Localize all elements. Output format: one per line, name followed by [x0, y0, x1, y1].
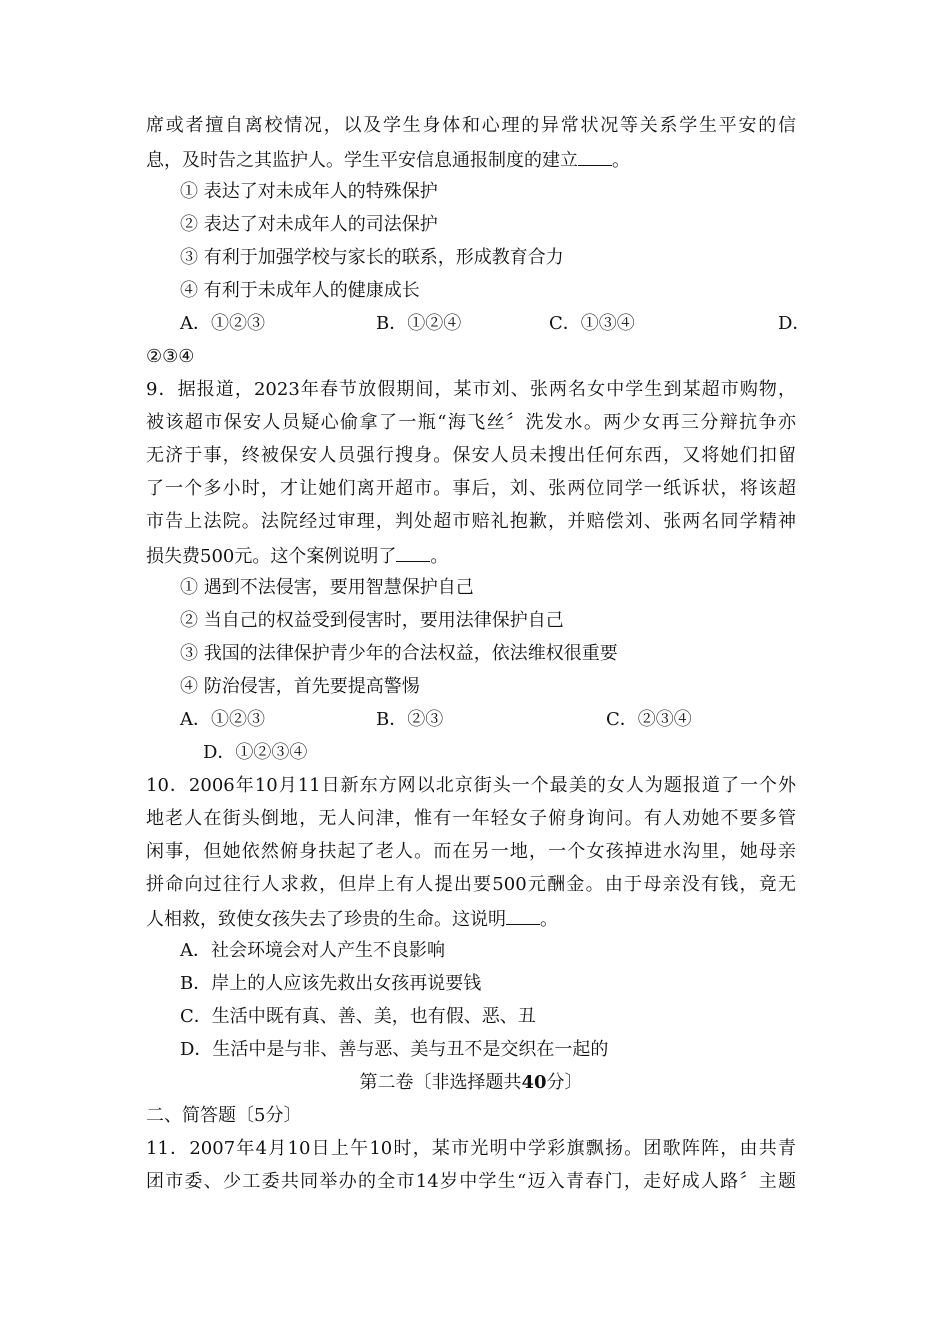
q9-option-a: A．①②③ [180, 709, 265, 730]
q9-line-3: 无济于事，终被保安人员强行搜身。保安人员未搜出任何东西，又将她们扣留 [146, 445, 796, 466]
q10-line-5-text: 人相救，致使女孩失去了珍贵的生命。这说明 [146, 909, 506, 930]
section-title-score: 40 [521, 1072, 547, 1093]
q8-stem-line-2-text: 息，及时告之其监护人。学生平安信息通报制度的建立 [146, 150, 578, 171]
q11-line-2: 团市委、少工委共同举办的全市14岁中学生“迈入青春门，走好成人路〞主题 [146, 1171, 796, 1192]
q9-line-6-end: 。 [430, 546, 449, 567]
q10-option-b: B．岸上的人应该先救出女孩再说要钱 [180, 973, 482, 994]
q9-statement-2: ② 当自己的权益受到侵害时，要用法律保护自己 [180, 610, 564, 631]
q9-line-4: 了一个多小时，才让她们离开超市。事后，刘、张两位同学一纸诉状，将该超 [146, 478, 796, 499]
section-heading: 二、简答题〔5分〕 [146, 1105, 302, 1126]
section-title-end: 分〕 [546, 1072, 583, 1093]
q10-line-5-end: 。 [540, 909, 558, 930]
q8-statement-4: ④ 有利于未成年人的健康成长 [180, 280, 420, 301]
q10-option-d: D．生活中是与非、善与恶、美与丑不是交织在一起的 [180, 1039, 609, 1060]
q8-stem-line-2 [146, 147, 630, 173]
q9-statement-3: ③ 我国的法律保护青少年的合法权益，依法维权很重要 [180, 643, 618, 664]
q9-line-6-text: 损失费500元。这个案例说明了 [146, 546, 397, 567]
q10-line-4: 拼命向过往行人求救，但岸上有人提出要500元酬金。由于母亲没有钱，竟无 [146, 874, 796, 895]
q8-statement-2: ② 表达了对未成年人的司法保护 [180, 214, 438, 235]
q8-stem-line-2-end: 。 [612, 150, 630, 171]
q9-option-b: B．②③ [376, 709, 444, 730]
q10-line-5 [146, 906, 558, 932]
q8-option-d-wrap: ②③④ [146, 346, 195, 367]
q9-line-2: 被该超市保安人员疑心偷拿了一瓶“海飞丝〞洗发水。两少女再三分辩抗争亦 [146, 412, 796, 433]
q10-line-2: 地老人在街头倒地，无人问津，惟有一年轻女子俯身询问。有人劝她不要多管 [146, 808, 796, 829]
q9-line-5: 市告上法院。法院经过审理，判处超市赔礼抱歉，并赔偿刘、张两名同学精神 [146, 511, 796, 532]
q8-option-d: D． [778, 313, 811, 334]
q10-option-a: A．社会环境会对人产生不良影响 [180, 940, 445, 961]
answer-blank [396, 543, 430, 562]
q9-statement-4: ④ 防治侵害，首先要提高警惕 [180, 676, 420, 697]
q8-statement-1: ① 表达了对未成年人的特殊保护 [180, 181, 438, 202]
q8-statement-3: ③ 有利于加强学校与家长的联系，形成教育合力 [180, 247, 564, 268]
q9-option-d: D．①②③④ [203, 742, 308, 763]
q8-option-b: B．①②④ [376, 313, 462, 334]
q8-option-a: A．①②③ [180, 313, 265, 334]
q9-line-1: 9．据报道，2023年春节放假期间，某市刘、张两名女中学生到某超市购物， [146, 379, 796, 400]
q10-option-c: C．生活中既有真、善、美，也有假、恶、丑 [180, 1006, 536, 1027]
answer-blank [578, 147, 612, 166]
q8-option-c: C．①③④ [549, 313, 635, 334]
section-title [146, 1071, 796, 1095]
q9-option-c: C．②③④ [606, 709, 692, 730]
answer-blank [506, 906, 540, 925]
q11-line-1: 11．2007年4月10日上午10时，某市光明中学彩旗飘扬。团歌阵阵，由共青 [146, 1138, 796, 1159]
section-title-text: 第二卷〔非选择题共 [359, 1072, 522, 1093]
q10-line-3: 闲事，但她依然俯身扶起了老人。而在另一地，一个女孩掉进水沟里，她母亲 [146, 841, 796, 862]
q9-statement-1: ① 遇到不法侵害，要用智慧保护自己 [180, 577, 474, 598]
q10-line-1: 10．2006年10月11日新东方网以北京街头一个最美的女人为题报道了一个外 [146, 775, 796, 796]
q9-line-6 [146, 543, 448, 569]
q8-stem-line-1: 席或者擅自离校情况，以及学生身体和心理的异常状况等关系学生平安的信 [146, 115, 796, 136]
